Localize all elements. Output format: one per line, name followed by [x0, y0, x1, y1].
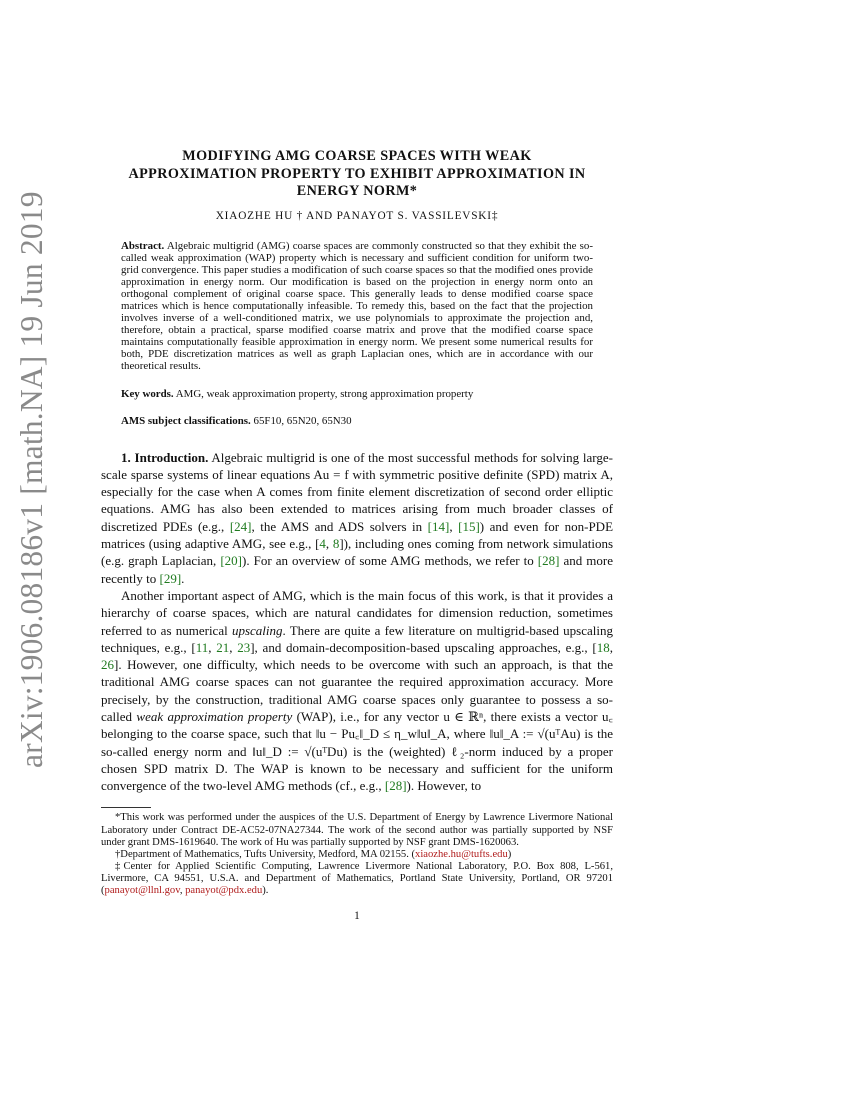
text-run: ). For an overview of some AMG methods, we refer to — [242, 553, 538, 569]
citation-link[interactable]: [28] — [384, 778, 407, 794]
text-run: . — [181, 570, 185, 586]
text-run: ). — [262, 885, 269, 897]
arxiv-identifier: arXiv:1906.08186v1 [math.NA] 19 Jun 2019 — [14, 191, 49, 768]
keywords — [121, 388, 593, 401]
text-run: ). However, to — [406, 778, 482, 794]
text-run: †Department of Mathematics, Tufts University, Medford, MA 02155. ( — [115, 848, 416, 860]
emphasis: weak approximation property — [136, 708, 293, 724]
text-run: and more recently to — [101, 553, 613, 586]
text-run: , — [609, 639, 613, 655]
paper-page — [101, 148, 613, 922]
ams-classifications — [121, 415, 593, 428]
citation-link[interactable]: 8 — [332, 536, 340, 552]
intro-paragraph-2 — [101, 587, 613, 795]
citation-link[interactable]: [20] — [220, 553, 242, 569]
text-run: , — [179, 885, 186, 897]
text-run: Algebraic multigrid is one of the most successful methods for solving large-scale sparse systems of linear equations Au = f with symmetric positive definite (SPD) matrix A, especially for the case when A comes from finite element discretization of second order elliptic equations. AMG has also been extended to matrices arising from much broader classes of discretized PDEs (e.g., — [101, 449, 613, 534]
footnote-rule — [101, 807, 151, 808]
abstract-text: Algebraic multigrid (AMG) coarse spaces are commonly constructed so that they exhibit the so-called weak approximation (WAP) property which is necessary and sufficient condition for uniform two-grid convergence. This paper studies a modification of such coarse spaces so that the modified ones provide approximation in energy norm. Our modification is based on the projection in energy norm onto an orthogonal complement of original coarse space. This generally leads to dense modified coarse space matrices which is hence computationally infeasible. To remedy this, based on the fact that the projection involves inverse of a well-conditioned matrix, we use polynomials to approximate the projection and, therefore, obtain a practical, sparse modified coarse matrix and prove that the modified coarse space maintains computationally feasible approximation in energy norm. We present some numerical results for both, PDE discretization matrices as well as graph Laplacian ones, which are in accordance with our theoretical results. — [121, 239, 593, 373]
text-run: ‡Center for Applied Scientific Computing, Lawrence Livermore National Laboratory, P.O. Box 808, L-561, Livermore, CA 94551, U.S.A. and Department of Mathematics, Portland State University, Portland, OR 97201 ( — [101, 860, 613, 897]
authors: XIAOZHE HU † AND PANAYOT S. VASSILEVSKI‡ — [215, 209, 499, 222]
text-run: , the AMS and ADS solvers in — [251, 518, 428, 534]
citation-link[interactable]: 18 — [596, 639, 610, 655]
text-run: ) and even for non-PDE matrices (using adaptive AMG, see e.g., [ — [101, 518, 614, 552]
abstract-label: Abstract. — [121, 239, 165, 252]
citation-link[interactable]: 11 — [195, 639, 209, 655]
text-run: , — [208, 639, 217, 655]
text-run: , — [229, 639, 238, 655]
ams-label: AMS subject classifications. — [121, 414, 251, 427]
citation-link[interactable]: [15] — [458, 518, 480, 534]
email-link[interactable]: panayot@llnl.gov — [104, 885, 180, 897]
text-run: ]), including ones coming from network simulations (e.g. graph Laplacian, — [101, 536, 613, 569]
text-run: Another important aspect of AMG, which is the main focus of this work, is that it provides a hierarchy of coarse spaces, which are natural candidates for dimension reduction, sometimes referred to as numerical — [101, 587, 613, 638]
citation-link[interactable]: 21 — [216, 639, 230, 655]
title-line-3: ENERGY NORM* — [296, 183, 418, 199]
section-heading: 1. Introduction. — [121, 449, 209, 465]
emphasis: upscaling — [231, 622, 283, 638]
citation-link[interactable]: [24] — [229, 518, 252, 534]
text-run: (WAP), i.e., for any vector u ∈ ℝⁿ, there exists a vector u꜀ belonging to the coarse space, such that ‖u − Pu꜀‖_D ≤ η_w‖u‖_A, where ‖u‖_A := √(uᵀAu) is the so-called energy norm and ‖u‖_D := √(uᵀDu) is the (weighted) ℓ₂-norm induced by a proper chosen SPD matrix D. The WAP is known to be necessary and sufficient for the uniform convergence of the two-level AMG methods (cf., e.g., — [101, 708, 613, 794]
paper-title — [101, 148, 613, 201]
citation-link[interactable]: 26 — [101, 657, 114, 673]
citation-link[interactable]: [28] — [537, 553, 560, 569]
text-run: ], and domain-decomposition-based upscaling approaches, e.g., [ — [250, 639, 597, 655]
footnote-author-1 — [101, 849, 613, 861]
footnotes — [101, 812, 613, 897]
page-number: 1 — [354, 910, 360, 923]
title-line-2: APPROXIMATION PROPERTY TO EXHIBIT APPROXIMATION IN — [128, 165, 586, 182]
text-run: ) — [507, 848, 512, 860]
citation-link[interactable]: 23 — [237, 639, 251, 655]
footnote-funding: *This work was performed under the auspices of the U.S. Department of Energy by Lawrence Livermore National Laboratory under Contract DE-AC52-07NA27344. The work of the second author was partially supported by NSF under grant DMS-1619640. The work of Hu was partially supported by NSF grant DMS-1620063. — [101, 812, 613, 848]
ams-text: 65F10, 65N20, 65N30 — [253, 414, 352, 427]
text-run: ]. However, one difficulty, which needs to be overcome with such an approach, is that the traditional AMG coarse spaces can not guarantee the required approximation accuracy. More precisely, by the construction, traditional AMG coarse spaces only guarantee to possess a so-called — [101, 657, 613, 724]
footnote-author-2 — [101, 861, 613, 897]
text-run: , — [449, 518, 459, 534]
email-link[interactable]: xiaozhe.hu@tufts.edu — [415, 848, 508, 860]
text-run: , — [325, 536, 333, 552]
keywords-text: AMG, weak approximation property, strong approximation property — [175, 387, 474, 400]
text-run: . There are quite a few literature on multigrid-based upscaling techniques, e.g., [ — [101, 622, 614, 655]
abstract — [121, 240, 593, 373]
title-line-1: MODIFYING AMG COARSE SPACES WITH WEAK — [182, 148, 532, 164]
keywords-label: Key words. — [121, 387, 174, 400]
intro-paragraph-1 — [101, 449, 613, 587]
introduction — [101, 449, 613, 795]
citation-link[interactable]: 4 — [319, 536, 326, 552]
citation-link[interactable]: [14] — [427, 518, 450, 534]
citation-link[interactable]: [29] — [159, 570, 182, 586]
email-link[interactable]: panayot@pdx.edu — [185, 885, 263, 897]
